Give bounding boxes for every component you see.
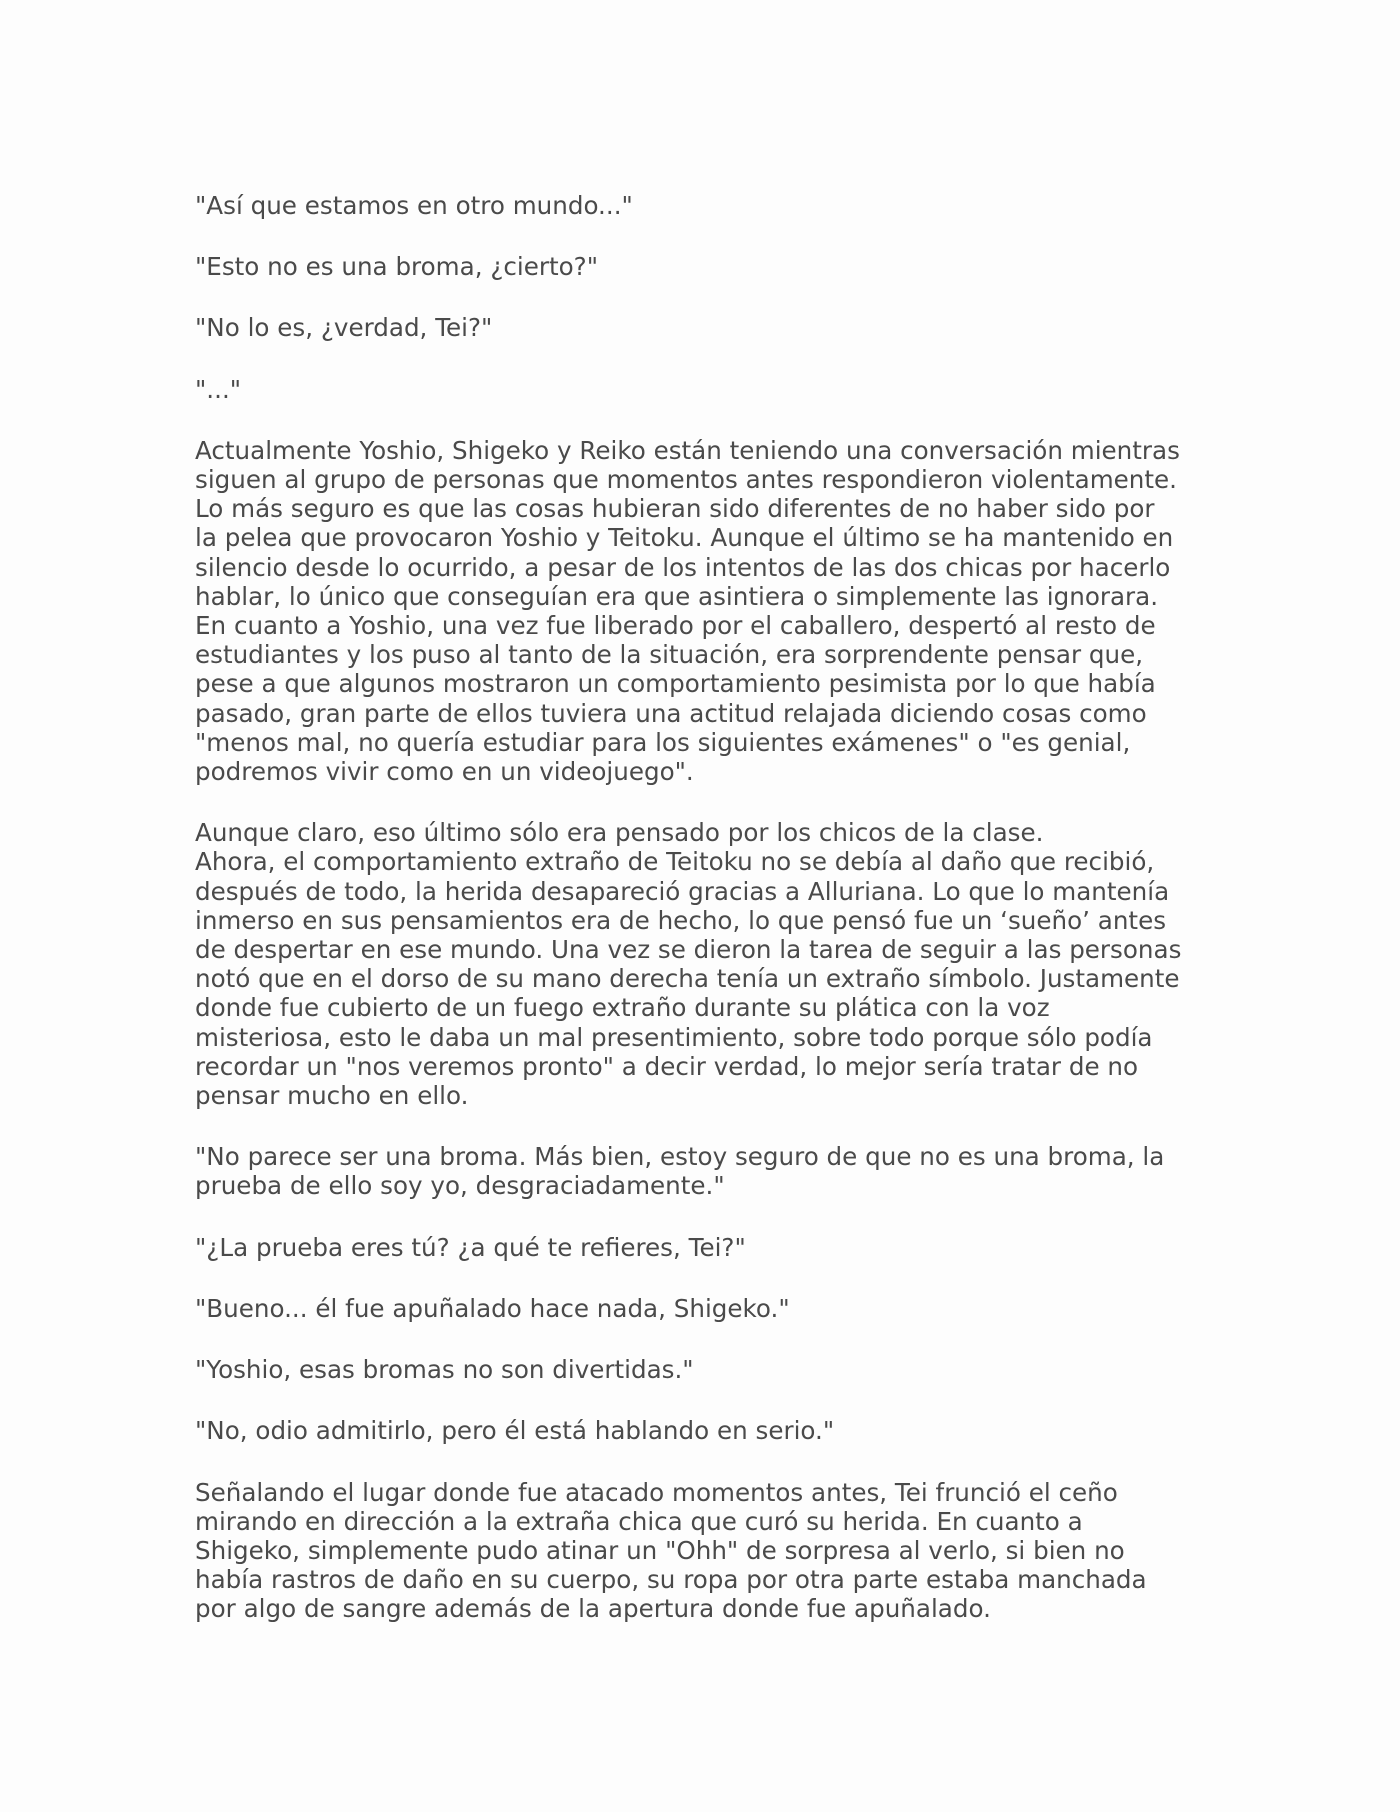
dialogue-line: "Yoshio, esas bromas no son divertidas." [195, 1355, 694, 1385]
dialogue-line: "No parece ser una broma. Más bien, estoy seguro de que no es una broma, la prueba de ello soy yo, desgraciadamente." [195, 1142, 1165, 1201]
narrative-paragraph: Actualmente Yoshio, Shigeko y Reiko están teniendo una conversación mientras siguen al grupo de personas que momentos antes respondieron violentamente. Lo más seguro es que las cosas hubieran sido diferentes de no haber sido por la pelea que provocaron Yoshio y Teitoku. Aunque el último se ha mantenido en silencio desde lo ocurrido, a pesar de los intentos de las dos chicas por hacerlo hablar, lo único que conseguían era que asintiera o simplemente las ignorara. En cuanto a Yoshio, una vez fue liberado por el caballero, despertó al resto de estudiantes y los puso al tanto de la situación, era sorprendente pensar que, pese a que algunos mostraron un comportamiento pesimista por lo que había pasado, gran parte de ellos tuviera una actitud relajada diciendo cosas como "menos mal, no quería estudiar para los siguientes exámenes" o "es genial, podremos vivir como en un videojuego". [195, 435, 1180, 787]
narrative-paragraph: Aunque claro, eso último sólo era pensado por los chicos de la clase. Ahora, el comportamiento extraño de Teitoku no se debía al daño que recibió, después de todo, la herida desapareció gracias a Alluriana. Lo que lo mantenía inmerso en sus pensamientos era de hecho, lo que pensó fue un ‘sueño’ antes de despertar en ese mundo. Una vez se dieron la tarea de seguir a las personas notó que en el dorso de su mano derecha tenía un extraño símbolo. Justamente donde fue cubierto de un fuego extraño durante su plática con la voz misteriosa, esto le daba un mal presentimiento, sobre todo porque sólo podía recordar un "nos veremos pronto" a decir verdad, lo mejor sería tratar de no pensar mucho en ello. [195, 818, 1182, 1111]
dialogue-line: "No, odio admitirlo, pero él está hablando en serio." [195, 1416, 835, 1446]
dialogue-line: "Esto no es una broma, ¿cierto?" [195, 252, 599, 282]
dialogue-line: "¿La prueba eres tú? ¿a qué te refieres, Tei?" [195, 1232, 746, 1262]
dialogue-line: "Bueno... él fue apuñalado hace nada, Shigeko." [195, 1293, 790, 1323]
dialogue-line: "Así que estamos en otro mundo..." [195, 191, 633, 220]
dialogue-line: "..." [195, 374, 242, 404]
document-body [195, 191, 1215, 1656]
dialogue-line: "No lo es, ¿verdad, Tei?" [195, 313, 493, 343]
narrative-paragraph: Señalando el lugar donde fue atacado momentos antes, Tei frunció el ceño mirando en dirección a la extraña chica que curó su herida. En cuanto a Shigeko, simplemente pudo atinar un "Ohh" de sorpresa al verlo, si bien no había rastros de daño en su cuerpo, su ropa por otra parte estaba manchada por algo de sangre además de la apertura donde fue apuñalado. [195, 1477, 1147, 1624]
